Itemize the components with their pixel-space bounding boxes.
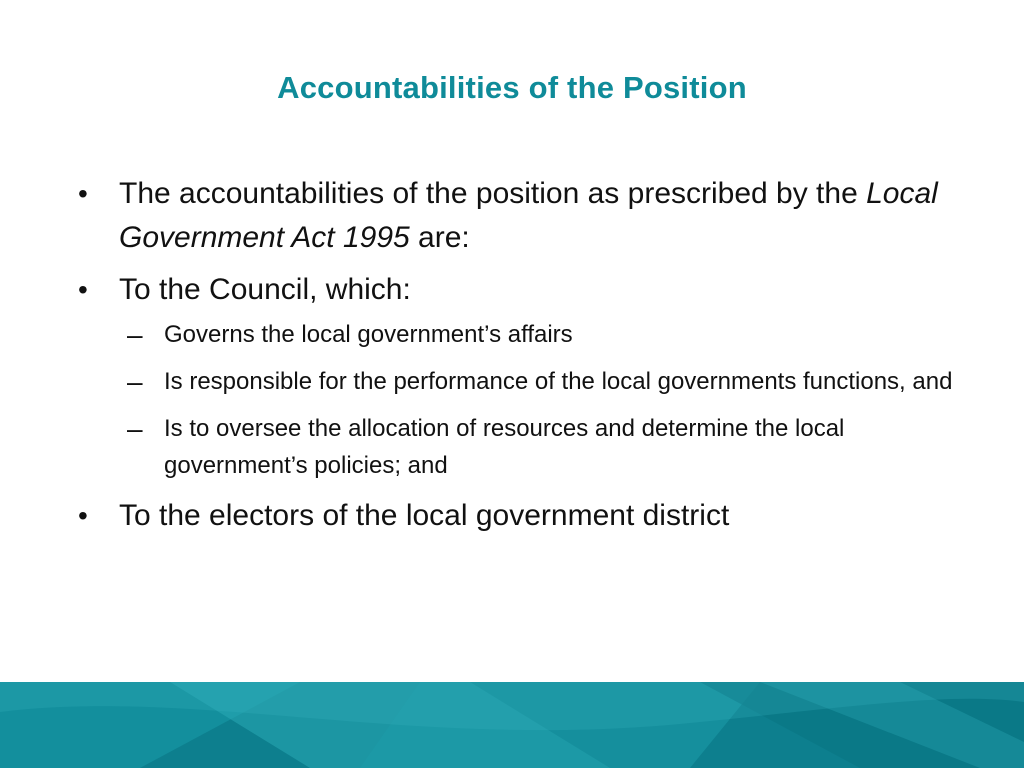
bullet-marker: • — [78, 274, 88, 305]
bullet-text-end: are: — [409, 221, 470, 254]
footer-band — [0, 682, 1024, 768]
slide-title: Accountabilities of the Position — [277, 70, 747, 105]
bullet-marker: • — [78, 500, 88, 531]
sub-bullet-item — [119, 316, 958, 353]
dash-marker: – — [127, 413, 143, 444]
dash-marker: – — [127, 366, 143, 397]
bullet-list — [78, 172, 958, 546]
bullet-text: To the Council, which: — [119, 273, 411, 306]
sub-bullet-list — [119, 316, 958, 484]
bullet-marker: • — [78, 178, 88, 209]
dash-marker: – — [127, 319, 143, 350]
bullet-item-council — [78, 268, 958, 484]
bullet-text: To the electors of the local government district — [119, 499, 730, 532]
sub-bullet-text: Is to oversee the allocation of resources and determine the local government’s policies; and — [164, 415, 845, 479]
bullet-text: The accountabilities of the position as prescribed by the — [119, 177, 867, 210]
sub-bullet-text: Governs the local government’s affairs — [164, 321, 573, 348]
act-name: Local Government Act 1995 — [119, 177, 938, 254]
sub-bullet-item — [119, 363, 958, 400]
sub-bullet-item — [119, 410, 958, 484]
sub-bullet-text: Is responsible for the performance of the local governments functions, and — [164, 368, 953, 395]
bullet-item-accountabilities — [78, 172, 958, 260]
footer-wave-decoration — [0, 682, 1024, 768]
bullet-item-electors — [78, 494, 958, 538]
